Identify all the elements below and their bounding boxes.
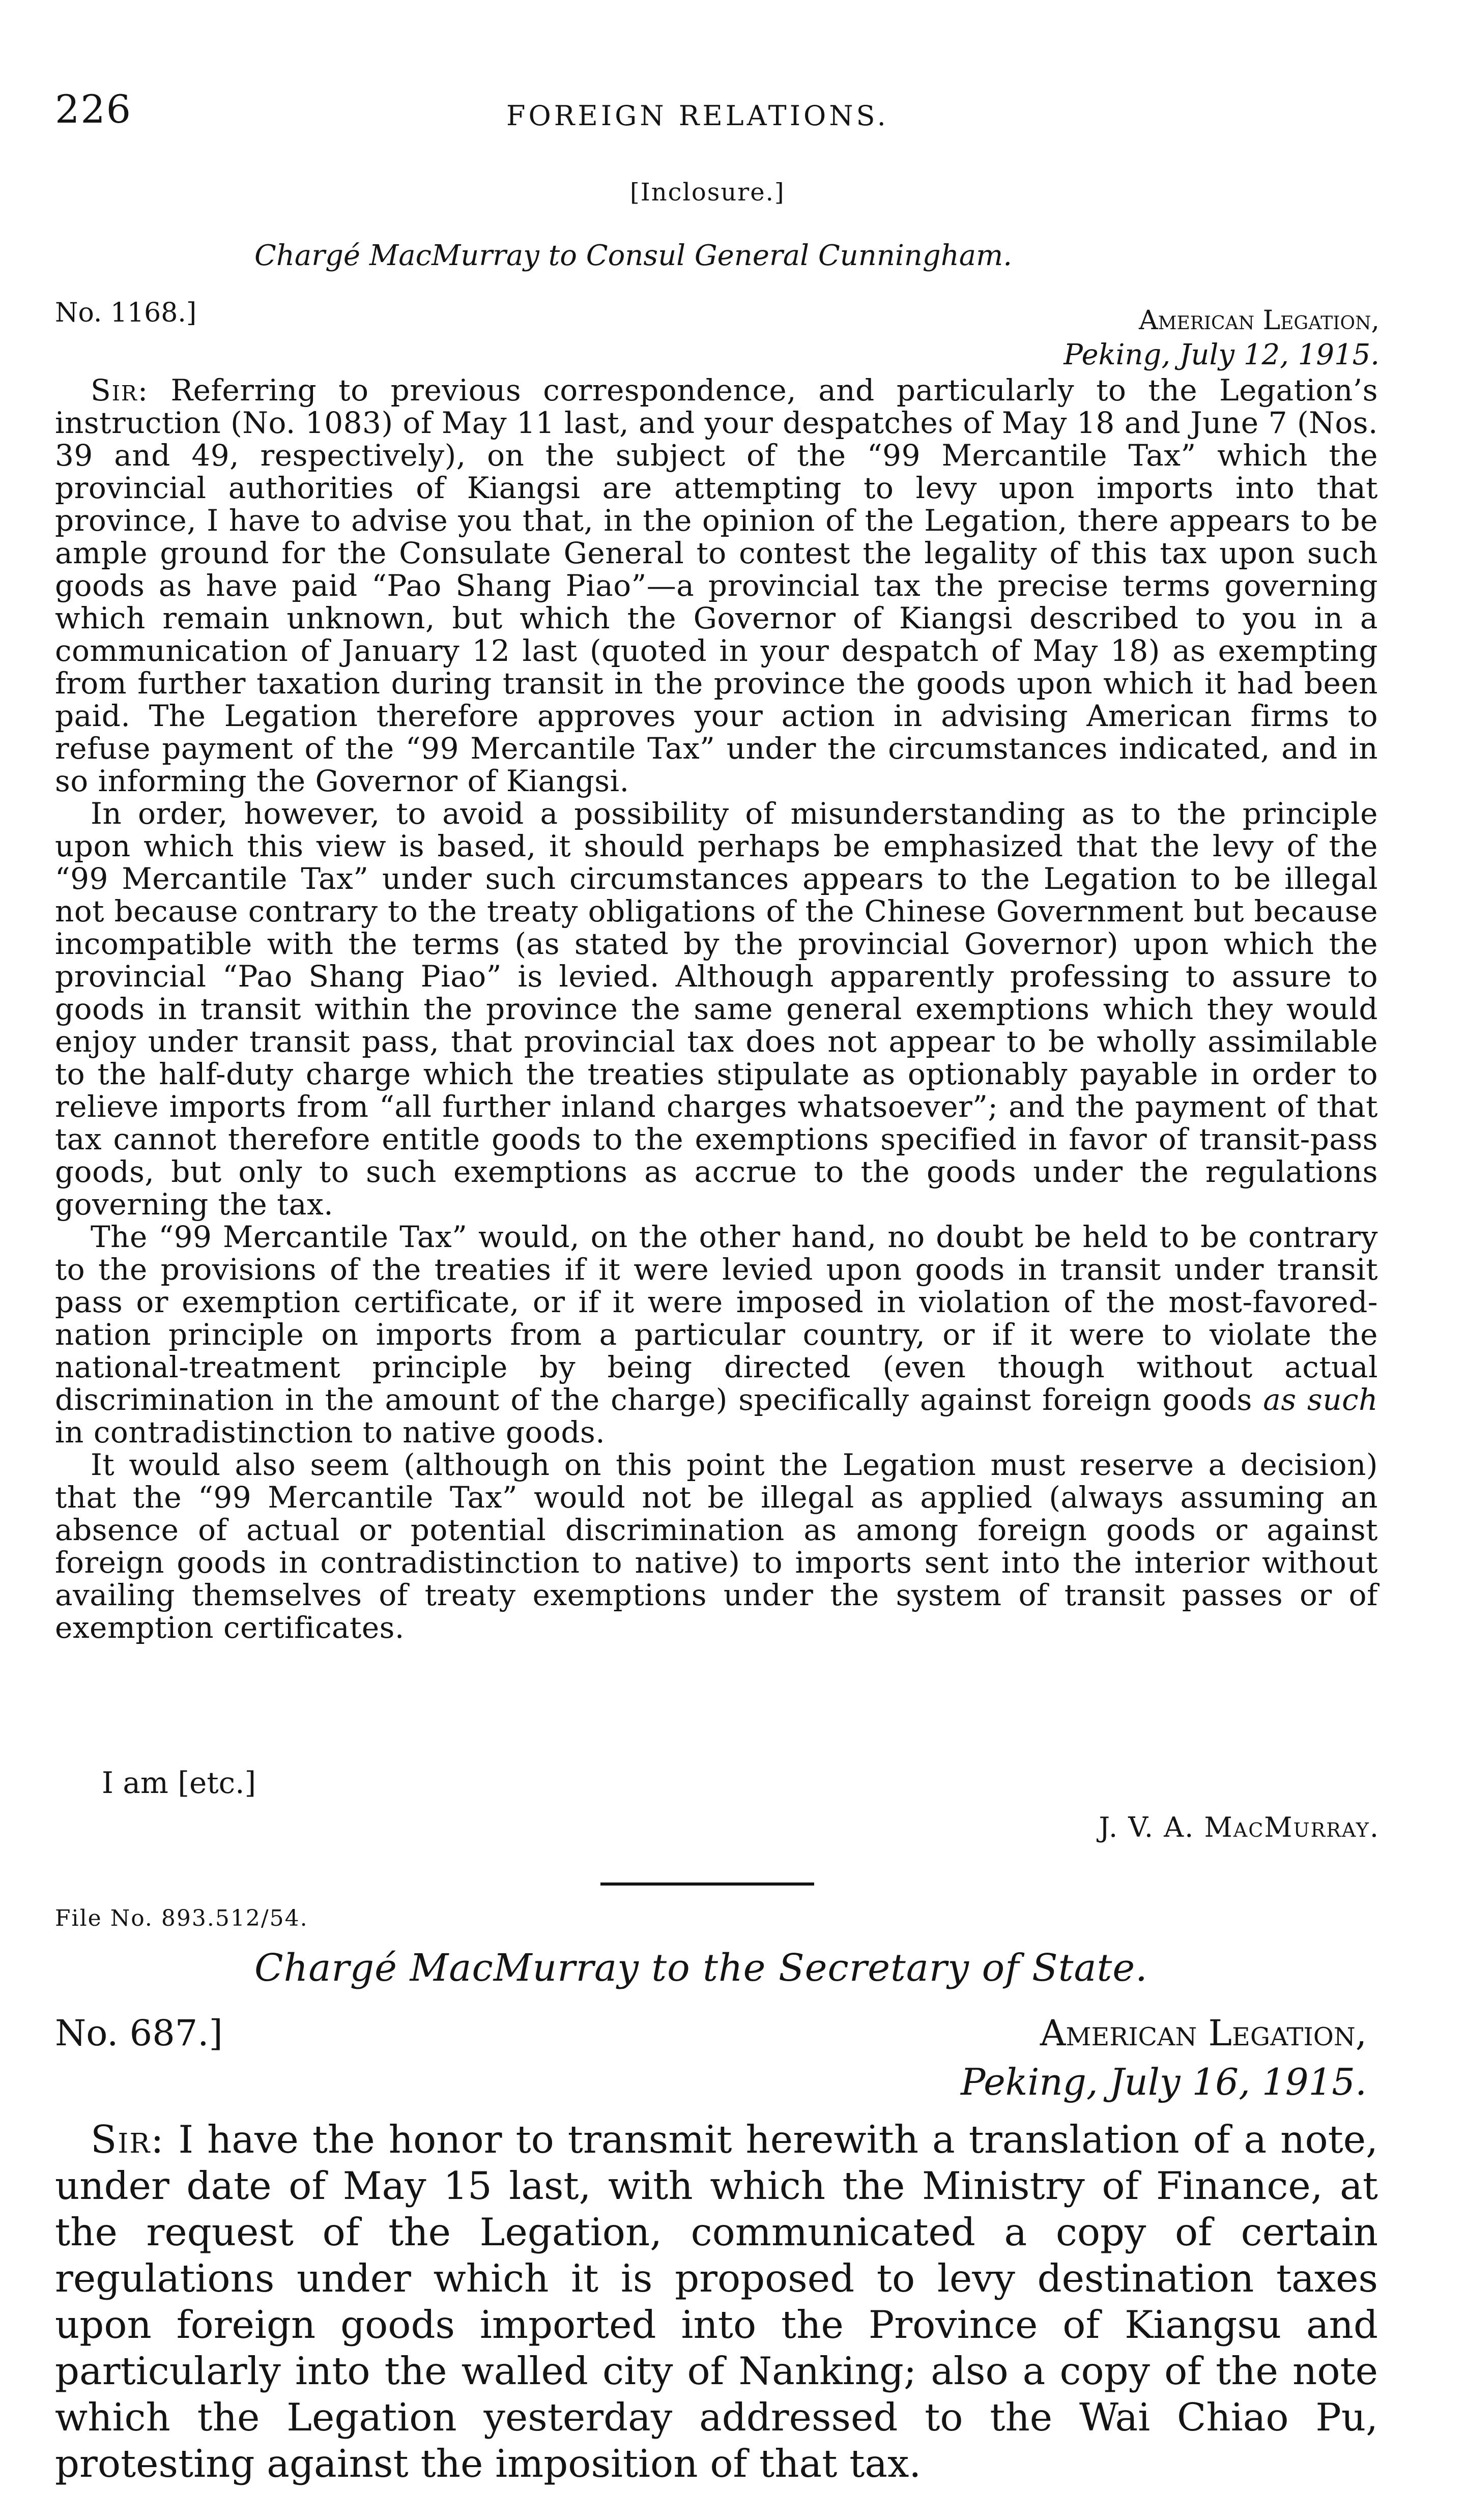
enclosure-salutation: Sir:	[91, 373, 149, 408]
running-head: FOREIGN RELATIONS.	[506, 100, 889, 132]
section-divider	[600, 1882, 814, 1886]
enclosure-title: Chargé MacMurray to Consul General Cunningham.	[254, 239, 1013, 272]
enclosure-signature: J. V. A. MacMurray.	[1099, 1811, 1379, 1843]
enclosure-paragraph-3-italic: as such	[1263, 1382, 1378, 1417]
file-number: File No. 893.512/54.	[55, 1905, 308, 1931]
letter-paragraph	[55, 2117, 1378, 2487]
enclosure-doc-number: No. 1168.]	[55, 298, 197, 328]
letter-date: Peking, July 16, 1915.	[960, 2061, 1367, 2103]
enclosure-body	[55, 374, 1378, 1644]
enclosure-paragraph-1	[55, 374, 1378, 797]
enclosure-paragraph-3	[55, 1221, 1378, 1449]
letter-title: Chargé MacMurray to the Secretary of State.	[254, 1946, 1148, 1990]
page-number: 226	[55, 86, 132, 132]
enclosure-paragraph-3-text: The “99 Mercantile Tax” would, on the other hand, no doubt be held to be contrary to the provisions of the treaties if it were levied upon goods in transit under transit pass or exemption certificate, or if it were imposed in violation of the most-favored-nation principle on imports from a particular country, or if it were to violate the national-treatment principle by being directed (even though without actual discrimination in the amount of the charge) specifically against foreign goods	[55, 1220, 1378, 1417]
enclosure-date: Peking, July 12, 1915.	[1063, 338, 1379, 371]
enclosure-label: [Inclosure.]	[630, 178, 785, 207]
enclosure-paragraph-2: In order, however, to avoid a possibility of misunderstanding as to the principle upon which this view is based, it should perhaps be emphasized that the levy of the “99 Mercantile Tax” under such circumstances appears to the Legation to be illegal not because contrary to the treaty obligations of the Chinese Government but because incompatible with the terms (as stated by the provincial Governor) upon which the provincial “Pao Shang Piao” is levied. Although apparently professing to assure to goods in transit within the province the same general exemptions which they would enjoy under transit pass, that provincial tax does not appear to be wholly assimilable to the half-duty charge which the treaties stipulate as optionably payable in order to relieve imports from “all further inland charges whatsoever”; and the payment of that tax cannot therefore entitle goods to the exemptions specified in favor of transit-pass goods, but only to such exemptions as accrue to the goods under the regulations governing the tax.	[55, 796, 1378, 1222]
letter-doc-number: No. 687.]	[55, 2012, 223, 2054]
letter-salutation: Sir:	[91, 2117, 165, 2162]
enclosure-paragraph-4: It would also seem (although on this point the Legation must reserve a decision) that the “99 Mercantile Tax” would not be illegal as applied (always assuming an absence of actual or potential discrimination as among foreign goods or against foreign goods in contradistinction to native) to imports sent into the interior without availing themselves of treaty exemptions under the system of transit passes or of exemption certificates.	[55, 1447, 1378, 1645]
enclosure-place: American Legation,	[1139, 305, 1379, 336]
letter-body	[55, 2117, 1378, 2487]
enclosure-paragraph-1-text: Referring to previous correspondence, and particularly to the Legation’s instruction (No. 1083) of May 11 last, and your despatches of May 18 and June 7 (Nos. 39 and 49, respectively), on the subject of the “99 Mercantile Tax” which the provincial authorities of Kiangsi are attempting to levy upon imports into that province, I have to advise you that, in the opinion of the Legation, there appears to be ample ground for the Consulate General to contest the legality of this tax upon such goods as have paid “Pao Shang Piao”—a provincial tax the precise terms governing which remain unknown, but which the Governor of Kiangsi described to you in a communication of January 12 last (quoted in your despatch of May 18) as exempting from further taxation during transit in the province the goods upon which it had been paid. The Legation therefore approves your action in advising American firms to refuse payment of the “99 Mercantile Tax” under the circumstances indicated, and in so informing the Governor of Kiangsi.	[55, 373, 1378, 798]
letter-place: American Legation,	[1040, 2012, 1367, 2054]
enclosure-paragraph-3-end: in contradistinction to native goods.	[55, 1415, 606, 1450]
letter-paragraph-text: I have the honor to transmit herewith a translation of a note, under date of May 15 last, with which the Ministry of Finance, at the request of the Legation, communicated a copy of certain regulations under which it is proposed to levy destination taxes upon foreign goods imported into the Province of Kiangsu and particularly into the walled city of Nanking; also a copy of the note which the Legation yesterday addressed to the Wai Chiao Pu, protesting against the imposition of that tax.	[55, 2117, 1378, 2486]
enclosure-closing: I am [etc.]	[102, 1765, 256, 1800]
